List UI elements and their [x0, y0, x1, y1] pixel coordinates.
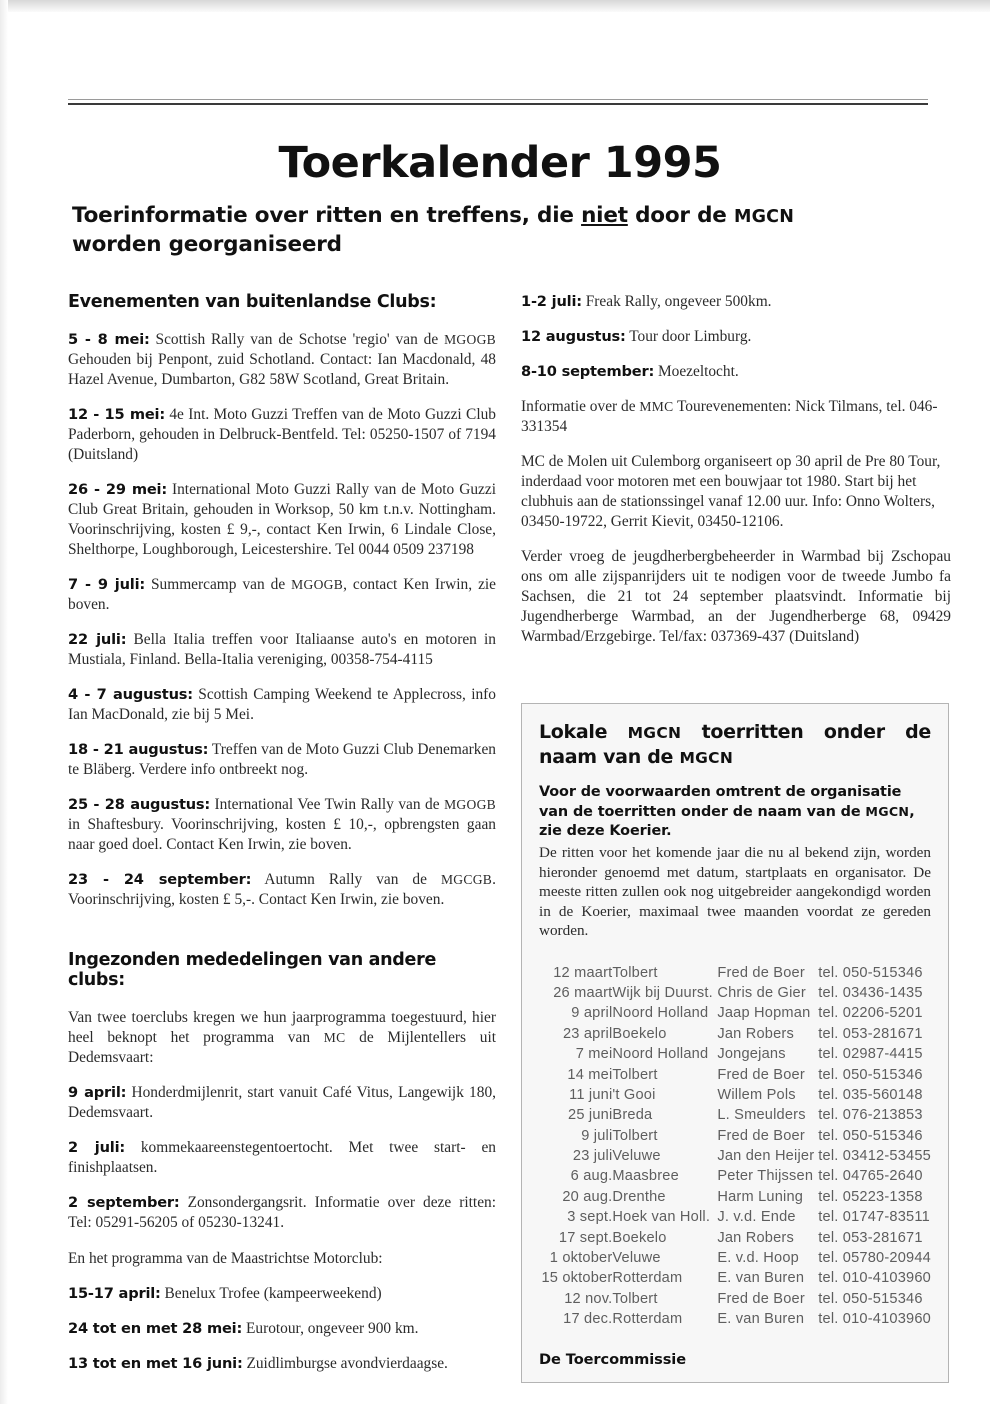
divider-rule-thin — [68, 99, 928, 100]
ride-organizer: E. van Buren — [717, 1270, 805, 1287]
event-abbr: MGOGB — [444, 797, 496, 813]
event-text-a: Tour door Limburg. — [625, 328, 752, 346]
ride-place: Noord Holland — [612, 1005, 709, 1022]
ride-organizer: Jongejans — [717, 1046, 786, 1063]
ride-organizer: Harm Luning — [717, 1188, 804, 1205]
mgcn-subheading-abbr: MGCN — [865, 803, 910, 819]
ride-place: Noord Holland — [612, 1046, 709, 1063]
event-date-label: 22 juli: — [68, 631, 127, 649]
ride-telephone: tel. 053-281671 — [818, 1229, 923, 1246]
event-text-a: Summercamp van de — [145, 576, 292, 594]
event-entry — [68, 795, 496, 855]
ride-telephone: tel. 01747-83511 — [818, 1209, 930, 1226]
subtitle-part-c: worden georganiseerd — [72, 231, 342, 257]
intro-abbr-mc: MC — [323, 1030, 346, 1046]
ride-place: Breda — [612, 1107, 653, 1124]
event-text-a: Scottish Camping Weekend te Applecross, info Ian MacDonald, zie bij 5 Mei. — [68, 686, 496, 724]
ride-place: Maasbree — [612, 1168, 679, 1185]
ride-date: 23 april — [562, 1025, 613, 1042]
mgcn-heading-abbr-1: MGCN — [627, 724, 682, 742]
table-row — [539, 1085, 931, 1105]
ride-organizer: Fred de Boer — [717, 1127, 805, 1144]
ride-telephone: tel. 02987-4415 — [818, 1046, 923, 1063]
event-date-label: 7 - 9 juli: — [68, 576, 146, 594]
ride-date: 12 maart — [553, 964, 613, 981]
ride-organizer: Jan den Heijer — [717, 1148, 815, 1165]
mgcn-heading-abbr-2: MGCN — [679, 748, 734, 767]
event-date-label: 23 - 24 september: — [68, 871, 252, 889]
event-entry — [68, 480, 496, 560]
ride-telephone: tel. 010-4103960 — [818, 1311, 931, 1328]
mgcn-tour-rides-panel — [521, 703, 949, 1383]
mgcn-panel-subheading — [539, 783, 931, 841]
table-row — [539, 1207, 931, 1227]
mgcn-subheading-b: , zie deze Koerier. — [539, 803, 915, 839]
event-entry — [68, 1138, 496, 1178]
ride-organizer: E. van Buren — [717, 1311, 805, 1328]
tour-rides-table — [539, 963, 931, 1330]
ride-organizer: Willem Pols — [717, 1086, 796, 1103]
ride-organizer: Peter Thijssen — [717, 1168, 814, 1185]
event-entry — [68, 575, 496, 615]
ride-telephone: tel. 050-515346 — [818, 1066, 923, 1083]
ride-date: 3 sept. — [567, 1209, 613, 1226]
maastricht-intro: En het programma van de Maastrichtse Motorclub: — [68, 1249, 383, 1267]
ride-place: Tolbert — [612, 1127, 658, 1144]
ride-date: 20 aug. — [562, 1188, 613, 1205]
event-abbr: MGOGB — [444, 332, 496, 347]
ride-organizer: Chris de Gier — [717, 985, 806, 1002]
ride-organizer: J. v.d. Ende — [717, 1209, 796, 1226]
ride-date: 6 aug. — [570, 1168, 613, 1185]
left-column — [68, 292, 496, 1374]
ride-place: Rotterdam — [612, 1270, 683, 1287]
event-text-a: International Vee Twin Rally van de — [210, 796, 445, 814]
event-entry — [68, 1319, 496, 1339]
event-entry — [68, 685, 496, 725]
table-row — [539, 1227, 931, 1247]
table-row — [539, 1064, 931, 1084]
event-entry — [68, 1193, 496, 1233]
ride-telephone: tel. 03412-53455 — [818, 1148, 931, 1165]
event-date-label: 25 - 28 augustus: — [68, 796, 211, 814]
ride-place: Hoek van Holl. — [612, 1209, 711, 1226]
right-column — [521, 292, 951, 662]
ride-organizer: Fred de Boer — [717, 1066, 805, 1083]
ride-organizer: L. Smeulders — [717, 1107, 806, 1124]
event-text-a: International Moto Guzzi Rally van de Moto Guzzi Club Great Britain, gehouden in Worksop, 50 km t.n.v. Nottingham. Voorinschrijving, kosten £ 9,-, contact Ken Irwin, 6 Lindale Close, Shelthorpe, Loughborough, Leicestershire. Tel 0044 0509 237198 — [68, 481, 496, 559]
ride-place: Veluwe — [612, 1148, 661, 1165]
ride-telephone: tel. 050-515346 — [818, 1127, 923, 1144]
event-date-label: 9 april: — [68, 1084, 127, 1102]
table-row — [539, 1024, 931, 1044]
event-date-label: 2 juli: — [68, 1139, 126, 1157]
table-row — [539, 1105, 931, 1125]
event-entry — [68, 870, 496, 910]
ride-place: Tolbert — [612, 1290, 658, 1307]
event-text-a: 4e Int. Moto Guzzi Treffen van de Moto Guzzi Club Paderborn, gehouden in Delbruck-Bentfeld. Tel: 05250-1507 of 7194 (Duitsland) — [68, 406, 496, 464]
ride-organizer: Jan Robers — [717, 1229, 794, 1246]
subtitle-abbr-mgcn: MGCN — [733, 207, 795, 227]
table-row — [539, 1044, 931, 1064]
molen-paragraph: MC de Molen uit Culemborg organiseert op 30 april de Pre 80 Tour, inderdaad voor motoren met een bouwjaar tot 1980. Start bij het clubhuis aan de stationssingel vanaf 12.00 uur. Info: Onno Wolters, 03450-19722, Gerrit Kievit, 03450-12106. — [521, 453, 941, 531]
ride-place: Rotterdam — [612, 1311, 683, 1328]
ride-date: 11 juni — [569, 1086, 613, 1103]
event-text-a: Zuidlimburgse avondvierdaagse. — [242, 1354, 448, 1372]
event-entry — [521, 327, 951, 347]
event-abbr: MGCGB — [440, 872, 493, 888]
event-text-a: Benelux Trofee (kampeerweekend) — [160, 1284, 382, 1302]
ride-organizer: Fred de Boer — [717, 1290, 805, 1307]
event-entry — [68, 1284, 496, 1304]
table-row — [539, 1289, 931, 1309]
ride-telephone: tel. 050-515346 — [818, 1290, 923, 1307]
other-clubs-intro — [68, 1008, 496, 1068]
ride-telephone: tel. 04765-2640 — [818, 1168, 923, 1185]
mmc-info-paragraph — [521, 397, 951, 437]
event-date-label: 26 - 29 mei: — [68, 481, 167, 499]
table-row — [539, 1166, 931, 1186]
event-entry — [68, 405, 496, 465]
mgcn-heading-b: toerritten onder de naam van de — [539, 721, 932, 768]
event-text-a: kommekaareenstegentoertocht. Met twee start- en finishplaatsen. — [68, 1139, 496, 1177]
divider-rule-thick — [68, 103, 928, 105]
event-text-b: . Voorinschrijving, kosten £ 5,-. Contact Ken Irwin, zie boven. — [68, 871, 496, 909]
event-date-label: 24 tot en met 28 mei: — [68, 1319, 243, 1337]
ride-date: 14 mei — [567, 1066, 613, 1083]
event-entry — [68, 740, 496, 780]
table-row — [539, 1187, 931, 1207]
event-entry — [68, 1083, 496, 1123]
event-date-label: 5 - 8 mei: — [68, 331, 150, 348]
page-subtitle — [72, 202, 928, 259]
table-row — [539, 1003, 931, 1023]
ride-telephone: tel. 050-515346 — [818, 964, 923, 981]
ride-date: 12 nov. — [564, 1290, 613, 1307]
header-divider-rules — [68, 99, 928, 105]
mmc-text-b: Tourevenementen: Nick Tilmans, tel. 046-331354 — [521, 398, 938, 436]
masthead — [72, 138, 928, 259]
ride-place: Wijk bij Duurst. — [612, 985, 713, 1002]
ride-telephone: tel. 03436-1435 — [818, 985, 923, 1002]
table-row — [539, 983, 931, 1003]
intro-text-b: de Mijlentellers uit Dedemsvaart: — [68, 1029, 496, 1067]
event-date-label: 12 augustus: — [521, 328, 626, 346]
ride-place: Tolbert — [612, 964, 658, 981]
ride-date: 17 sept. — [558, 1229, 613, 1246]
ride-date: 9 april — [571, 1005, 613, 1022]
table-row — [539, 1248, 931, 1268]
event-text-a: Treffen van de Moto Guzzi Club Denemarken te Bläberg. Verdere info ontbreekt nog. — [68, 741, 497, 779]
ride-telephone: tel. 010-4103960 — [818, 1270, 931, 1287]
event-date-label: 8-10 september: — [521, 363, 655, 381]
mmc-text-a: Informatie over de — [521, 398, 640, 416]
event-entry — [68, 1354, 496, 1374]
section-heading-other-clubs: Ingezonden mededelingen van andere clubs: — [68, 950, 437, 991]
tour-rides-table-body — [539, 963, 931, 1330]
event-date-label: 12 - 15 mei: — [68, 406, 165, 424]
event-date-label: 4 - 7 augustus: — [68, 686, 193, 704]
table-row — [539, 963, 931, 983]
event-text-a: Bella Italia treffen voor Italiaanse auto's en motoren in Mustiala, Finland. Bella-Italia vereniging, 00358-754-4115 — [68, 631, 496, 669]
event-date-label: 1-2 juli: — [521, 293, 582, 310]
toercommissie-signature: De Toercommissie — [539, 1351, 686, 1369]
event-text-a: Zonsondergangsrit. Informatie over deze ritten: Tel: 05291-56205 of 05230-13241. — [68, 1194, 496, 1232]
mgcn-heading-a: Lokale — [539, 721, 628, 743]
ride-date: 26 maart — [553, 985, 613, 1002]
event-text-a: Autumn Rally van de — [251, 871, 441, 889]
section-heading-foreign-clubs: Evenementen van buitenlandse Clubs: — [68, 292, 437, 312]
ride-organizer: Jaap Hopman — [717, 1005, 811, 1022]
ride-date: 17 dec. — [563, 1311, 613, 1328]
page-title: Toerkalender 1995 — [278, 138, 722, 188]
ride-place: Drenthe — [612, 1188, 666, 1205]
ride-date: 1 oktober — [549, 1249, 613, 1266]
event-date-label: 15-17 april: — [68, 1284, 161, 1302]
event-text-b: in Shaftesbury. Voorinschrijving, kosten £ 10,-, opbrengsten gaan naar goed doel. Contact Ken Irwin, zie boven. — [68, 816, 496, 854]
ride-place: Tolbert — [612, 1066, 658, 1083]
event-entry — [68, 330, 496, 390]
subtitle-part-a: Toerinformatie over ritten en treffens, die — [72, 203, 582, 228]
ride-telephone: tel. 053-281671 — [818, 1025, 923, 1042]
ride-place: Boekelo — [612, 1229, 667, 1246]
event-date-label: 2 september: — [68, 1194, 180, 1212]
warmbad-paragraph: Verder vroeg de jeugdherbergbeheerder in Warmbad bij Zschopau ons om alle zijspanrijders uit te nodigen voor de tweede Jumbo fa Sachsen, die 21 tot 24 september plaatsvindt. Informatie bij Jugendherberge Warmbad, an der Jugendherberge 68, 09429 Warmbad/Erzgebirge. Tel/fax: 037369-437 (Duitsland) — [521, 548, 951, 646]
ride-telephone: tel. 076-213853 — [818, 1107, 923, 1124]
event-text-a: Freak Rally, ongeveer 500km. — [581, 293, 772, 310]
event-entry — [68, 630, 496, 670]
ride-organizer: E. v.d. Hoop — [717, 1249, 799, 1266]
ride-telephone: tel. 035-560148 — [818, 1086, 923, 1103]
table-row — [539, 1146, 931, 1166]
ride-date: 25 juni — [568, 1107, 613, 1124]
ride-telephone: tel. 02206-5201 — [818, 1005, 923, 1022]
intro-text-a: Van twee toerclubs kregen we hun jaarprogramma toegestuurd, hier heel beknopt het programma van — [68, 1009, 496, 1047]
mgcn-subheading-a: Voor de voorwaarden omtrent de organisatie van de toerritten onder de naam van de — [539, 784, 902, 820]
mgcn-panel-intro: De ritten voor het komende jaar die nu al bekend zijn, worden hieronder genoemd met datum, startplaats en organisator. De meeste ritten zullen ook nog uitgebreider aangekondigd worden in de Koerier, maximaal twee maanden voordat ze gereden worden. — [539, 844, 931, 940]
event-date-label: 13 tot en met 16 juni: — [68, 1354, 243, 1372]
event-entry — [521, 362, 951, 382]
event-text-a: Moezeltocht. — [654, 363, 739, 381]
ride-date: 15 oktober — [541, 1270, 613, 1287]
subtitle-part-b: door de — [627, 203, 734, 228]
event-text-b: , contact Ken Irwin, zie boven. — [68, 576, 497, 614]
event-text-a: Honderdmijlenrit, start vanuit Café Vitus, Langewijk 180, Dedemsvaart. — [68, 1084, 496, 1122]
table-row — [539, 1126, 931, 1146]
event-entry — [521, 292, 951, 312]
event-text-a: Scottish Rally van de Schotse 'regio' van de — [149, 331, 445, 348]
ride-telephone: tel. 05780-20944 — [818, 1249, 931, 1266]
ride-date: 7 mei — [575, 1046, 613, 1063]
event-text-a: Eurotour, ongeveer 900 km. — [242, 1319, 419, 1337]
ride-telephone: tel. 05223-1358 — [818, 1188, 923, 1205]
event-text-b: Gehouden bij Penpont, zuid Schotland. Contact: Ian Macdonald, 48 Hazel Avenue, Dumbarton, G82 58W Scotland, Great Britain. — [68, 351, 496, 389]
ride-organizer: Fred de Boer — [717, 964, 805, 981]
mmc-abbr: MMC — [639, 399, 674, 415]
ride-organizer: Jan Robers — [717, 1025, 794, 1042]
ride-place: Veluwe — [612, 1249, 661, 1266]
ride-date: 23 juli — [572, 1148, 613, 1165]
ride-date: 9 juli — [581, 1127, 613, 1144]
event-abbr: MGOGB — [291, 577, 344, 593]
subtitle-emphasis-niet: niet — [581, 203, 628, 228]
ride-place: 't Gooi — [612, 1086, 656, 1103]
table-row — [539, 1309, 931, 1329]
mgcn-panel-heading — [539, 720, 931, 769]
ride-place: Boekelo — [612, 1025, 667, 1042]
event-date-label: 18 - 21 augustus: — [68, 741, 209, 759]
table-row — [539, 1268, 931, 1288]
